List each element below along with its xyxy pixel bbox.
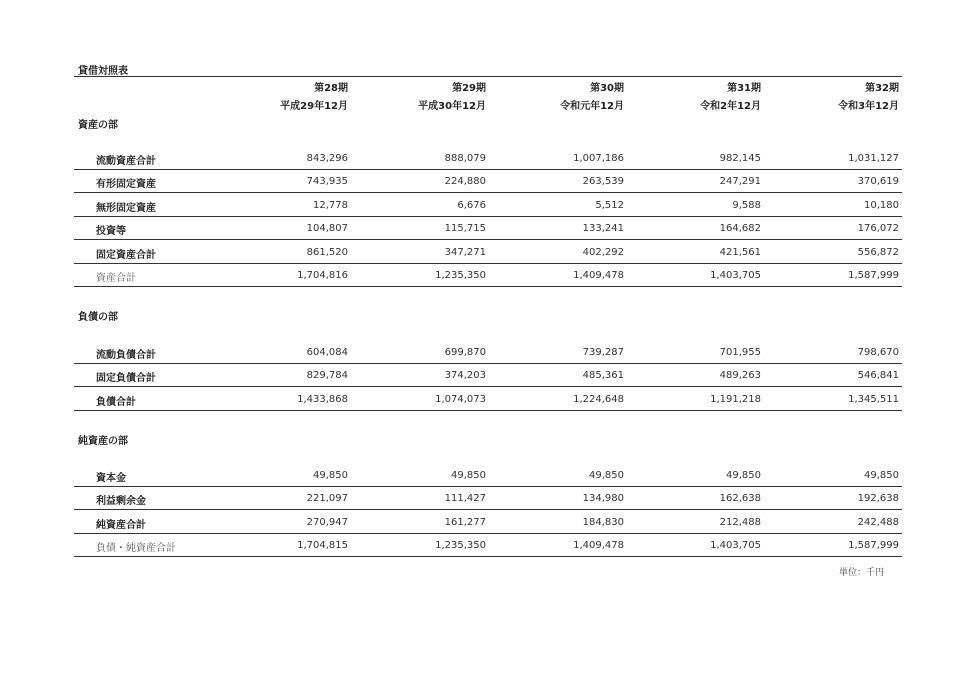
row-value: 49,850 <box>726 470 761 481</box>
row-value: 134,980 <box>582 493 624 504</box>
row-label: 固定負債合計 <box>96 373 156 384</box>
table-row <box>74 364 902 387</box>
row-value: 347,271 <box>444 247 486 258</box>
row-value: 699,870 <box>444 347 486 358</box>
row-value: 402,292 <box>582 247 624 258</box>
period-term: 第29期 <box>452 83 486 94</box>
row-value: 49,850 <box>864 470 899 481</box>
row-value: 843,296 <box>306 153 348 164</box>
row-value: 263,539 <box>582 176 624 187</box>
row-value: 133,241 <box>582 223 624 234</box>
row-value: 224,880 <box>444 176 486 187</box>
row-value: 861,520 <box>306 247 348 258</box>
row-value: 1,074,073 <box>435 394 486 405</box>
section-title-assets: 資産の部 <box>78 120 118 131</box>
period-date: 平成29年12月 <box>280 101 348 112</box>
row-value: 1,031,127 <box>848 153 899 164</box>
row-value: 489,263 <box>719 370 761 381</box>
row-value: 888,079 <box>444 153 486 164</box>
table-row <box>74 511 902 534</box>
row-label: 資産合計 <box>96 273 136 284</box>
row-value: 10,180 <box>864 200 899 211</box>
period-term: 第31期 <box>727 83 761 94</box>
row-value: 1,224,648 <box>573 394 624 405</box>
period-date: 平成30年12月 <box>418 101 486 112</box>
row-value: 115,715 <box>444 223 486 234</box>
row-value: 111,427 <box>444 493 486 504</box>
row-value: 1,403,705 <box>710 270 761 281</box>
row-value: 49,850 <box>313 470 348 481</box>
row-value: 12,778 <box>313 200 348 211</box>
row-value: 1,704,816 <box>297 270 348 281</box>
row-value: 1,235,350 <box>435 270 486 281</box>
table-row <box>74 194 902 217</box>
row-value: 546,841 <box>857 370 899 381</box>
period-term: 第32期 <box>865 83 899 94</box>
row-value: 1,403,705 <box>710 540 761 551</box>
section-title-liabilities: 負債の部 <box>78 312 118 323</box>
table-row <box>74 170 902 193</box>
table-row <box>74 388 902 411</box>
row-label: 負債・純資産合計 <box>96 543 176 554</box>
period-term: 第30期 <box>590 83 624 94</box>
row-label: 純資産合計 <box>96 520 146 531</box>
row-label: 流動資産合計 <box>96 156 156 167</box>
row-value: 270,947 <box>306 517 348 528</box>
row-value: 604,084 <box>306 347 348 358</box>
period-header <box>74 76 902 115</box>
row-value: 184,830 <box>582 517 624 528</box>
row-value: 1,409,478 <box>573 540 624 551</box>
table-row <box>74 487 902 510</box>
row-value: 1,587,999 <box>848 540 899 551</box>
row-value: 6,676 <box>457 200 486 211</box>
row-value: 829,784 <box>306 370 348 381</box>
row-label: 投資等 <box>96 226 126 237</box>
document-title: 貸借対照表 <box>78 66 128 77</box>
row-label: 無形固定資産 <box>96 203 156 214</box>
row-value: 5,512 <box>595 200 624 211</box>
table-row <box>74 464 902 487</box>
row-value: 701,955 <box>719 347 761 358</box>
row-value: 798,670 <box>857 347 899 358</box>
row-value: 1,191,218 <box>710 394 761 405</box>
row-value: 176,072 <box>857 223 899 234</box>
row-label: 有形固定資産 <box>96 179 156 190</box>
row-value: 9,588 <box>732 200 761 211</box>
row-value: 212,488 <box>719 517 761 528</box>
row-value: 556,872 <box>857 247 899 258</box>
row-value: 49,850 <box>451 470 486 481</box>
unit-note: 単位：千円 <box>838 568 884 578</box>
row-value: 1,587,999 <box>848 270 899 281</box>
row-value: 161,277 <box>444 517 486 528</box>
row-value: 49,850 <box>589 470 624 481</box>
period-date: 令和3年12月 <box>838 101 899 112</box>
row-value: 421,561 <box>719 247 761 258</box>
row-value: 485,361 <box>582 370 624 381</box>
row-label: 利益剰余金 <box>96 496 146 507</box>
row-value: 1,433,868 <box>297 394 348 405</box>
row-value: 1,345,511 <box>848 394 899 405</box>
row-value: 374,203 <box>444 370 486 381</box>
table-row-total <box>74 264 902 287</box>
row-label: 資本金 <box>96 473 126 484</box>
row-value: 743,935 <box>306 176 348 187</box>
row-value: 1,409,478 <box>573 270 624 281</box>
row-value: 247,291 <box>719 176 761 187</box>
row-value: 982,145 <box>719 153 761 164</box>
table-row-total <box>74 534 902 557</box>
row-label: 負債合計 <box>96 397 136 408</box>
period-term: 第28期 <box>314 83 348 94</box>
row-value: 1,235,350 <box>435 540 486 551</box>
row-value: 164,682 <box>719 223 761 234</box>
table-row <box>74 241 902 264</box>
row-value: 104,807 <box>306 223 348 234</box>
row-value: 739,287 <box>582 347 624 358</box>
table-row <box>74 147 902 170</box>
section-title-net-assets: 純資産の部 <box>78 436 128 447</box>
table-row <box>74 341 902 364</box>
row-value: 221,097 <box>306 493 348 504</box>
row-value: 162,638 <box>719 493 761 504</box>
row-value: 1,007,186 <box>573 153 624 164</box>
period-date: 令和2年12月 <box>700 101 761 112</box>
table-row <box>74 217 902 240</box>
row-value: 370,619 <box>857 176 899 187</box>
row-value: 192,638 <box>857 493 899 504</box>
row-value: 242,488 <box>857 517 899 528</box>
period-date: 令和元年12月 <box>560 101 624 112</box>
row-label: 固定資産合計 <box>96 250 156 261</box>
row-value: 1,704,815 <box>297 540 348 551</box>
row-label: 流動負債合計 <box>96 350 156 361</box>
